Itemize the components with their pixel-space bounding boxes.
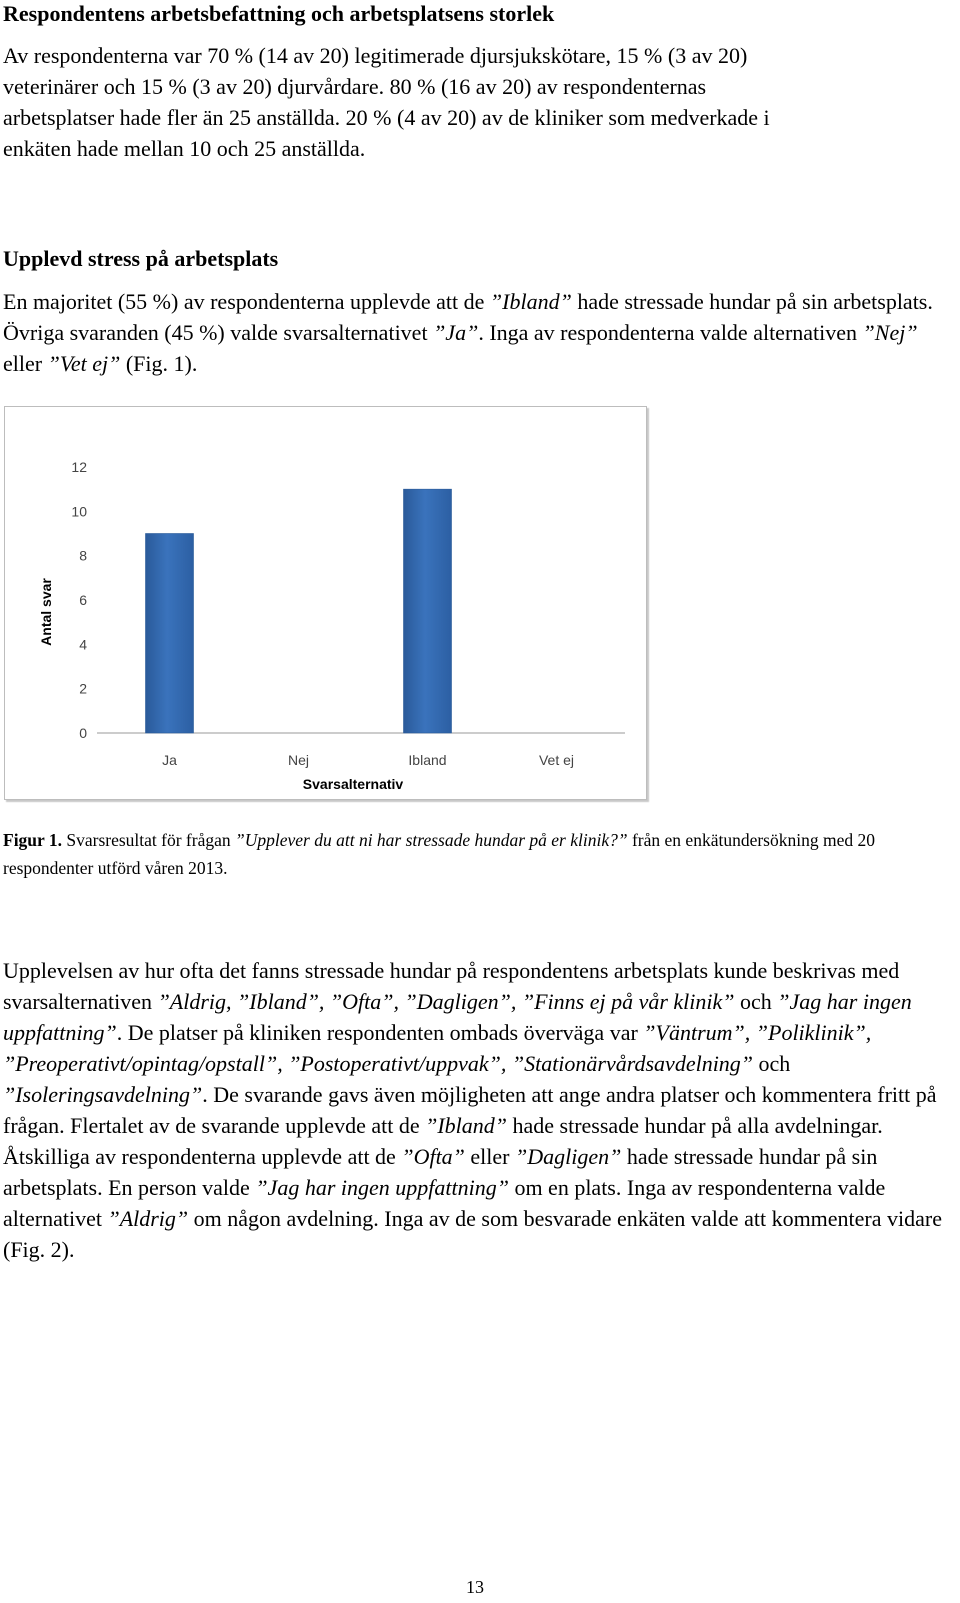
- italic-run: ”Jag har ingen uppfattning”: [3, 989, 912, 1045]
- text-run: Upplevelsen av hur ofta det fanns stressade hundar på respondentens arbetsplats kunde beskrivas med svarsalternativen: [3, 958, 900, 1014]
- caption-label: Figur 1.: [3, 830, 62, 850]
- x-tick-label: Nej: [287, 752, 310, 768]
- italic-run: ”Ibland”: [425, 1113, 508, 1138]
- y-tick-label: 8: [79, 547, 87, 564]
- y-tick-label: 12: [71, 459, 87, 475]
- y-tick-label: 6: [79, 592, 87, 608]
- x-tick-label: Vet ej: [538, 752, 575, 768]
- text-run: . De svarande gavs även möjligheten att ange andra platser och kommentera fritt på frågan. Flertalet av de svarande upplevde att de: [3, 1082, 937, 1138]
- paragraph-experience: [3, 955, 943, 1265]
- caption-text: från en enkätundersökning med 20 respondenter utförd våren 2013.: [3, 830, 875, 878]
- figure-1-chart: [4, 406, 647, 800]
- bar-chart-svg: [5, 407, 646, 799]
- italic-run: ”Aldrig, ”Ibland”, ”Ofta”, ”Dagligen”, ”Finns ej på vår klinik”: [157, 989, 735, 1014]
- bar: [146, 534, 194, 734]
- italic-run: ”Nej”: [862, 320, 918, 345]
- italic-run: ”Dagligen”: [515, 1144, 622, 1169]
- text-run: hade stressade hundar på sin arbetsplats. En person valde: [3, 1144, 878, 1200]
- y-tick-label: 0: [79, 725, 87, 741]
- text-run: eller: [3, 351, 48, 376]
- figure-caption: [3, 826, 943, 882]
- x-axis-title: Svarsalternativ: [302, 776, 404, 792]
- x-tick-label: Ja: [162, 752, 177, 768]
- y-tick-label: 10: [71, 503, 87, 520]
- section-heading-position: Respondentens arbetsbefattning och arbetsplatsens storlek: [3, 1, 555, 26]
- text-run: hade stressade hundar på sin arbetsplats. Övriga svaranden (45 %) valde svarsalternativet: [3, 289, 933, 345]
- line-2: veterinärer och 15 % (3 av 20) djurvårdare. 80 % (16 av 20) av respondenternas: [3, 74, 707, 99]
- line-1: Av respondenterna var 70 % (14 av 20) legitimerade djursjukskötare, 15 % (3 av 20): [3, 43, 748, 68]
- text-run: eller: [464, 1144, 516, 1169]
- italic-run: ”Jag har ingen uppfattning”: [255, 1175, 509, 1200]
- italic-run: ”Ja”: [433, 320, 479, 345]
- text-run: . Inga av respondenterna valde alternativen: [478, 320, 863, 345]
- italic-run: ”Aldrig”: [107, 1206, 189, 1231]
- text-run: om någon avdelning. Inga av de som besvarade enkäten valde att kommentera vidare (Fig. 2).: [3, 1206, 942, 1262]
- section-heading-stress: Upplevd stress på arbetsplats: [3, 246, 279, 271]
- italic-run: ”Vet ej”: [47, 351, 121, 376]
- x-tick-label: Ibland: [408, 752, 447, 768]
- text-run: hade stressade hundar på alla avdelningar. Åtskilliga av respondenterna upplevde att de: [3, 1113, 883, 1169]
- text-run: om en plats. Inga av respondenterna valde alternativet: [3, 1175, 886, 1231]
- italic-run: ”Ofta”: [401, 1144, 465, 1169]
- y-axis-title: Antal svar: [38, 578, 54, 646]
- text-run: En majoritet (55 %) av respondenterna upplevde att de: [3, 289, 490, 314]
- text-run: . De platser på kliniken respondenten ombads överväga var: [116, 1020, 644, 1045]
- page-number: 13: [466, 1577, 484, 1597]
- line-3: arbetsplatser hade fler än 25 anställda. 20 % (4 av 20) av de kliniker som medverkade i: [3, 105, 770, 130]
- caption-text: Svarsresultat för frågan: [62, 830, 235, 850]
- italic-run: ”Väntrum”, ”Poliklinik”, ”Preoperativt/opintag/opstall”, ”Postoperativt/uppvak”, ”Stationärvårdsavdelning”: [3, 1020, 872, 1076]
- line-4: enkäten hade mellan 10 och 25 anställda.: [3, 136, 366, 161]
- paragraph-position: [3, 40, 943, 164]
- text-run: och: [753, 1051, 791, 1076]
- text-run: (Fig. 1).: [120, 351, 198, 376]
- y-tick-label: 2: [79, 680, 87, 697]
- caption-question: ”Upplever du att ni har stressade hundar på er klinik?”: [235, 830, 628, 850]
- italic-run: ”Isoleringsavdelning”: [3, 1082, 203, 1107]
- paragraph-stress: [3, 286, 943, 379]
- text-run: och: [734, 989, 778, 1014]
- italic-run: ”Ibland”: [489, 289, 572, 314]
- bar: [404, 489, 452, 733]
- y-tick-label: 4: [79, 636, 87, 653]
